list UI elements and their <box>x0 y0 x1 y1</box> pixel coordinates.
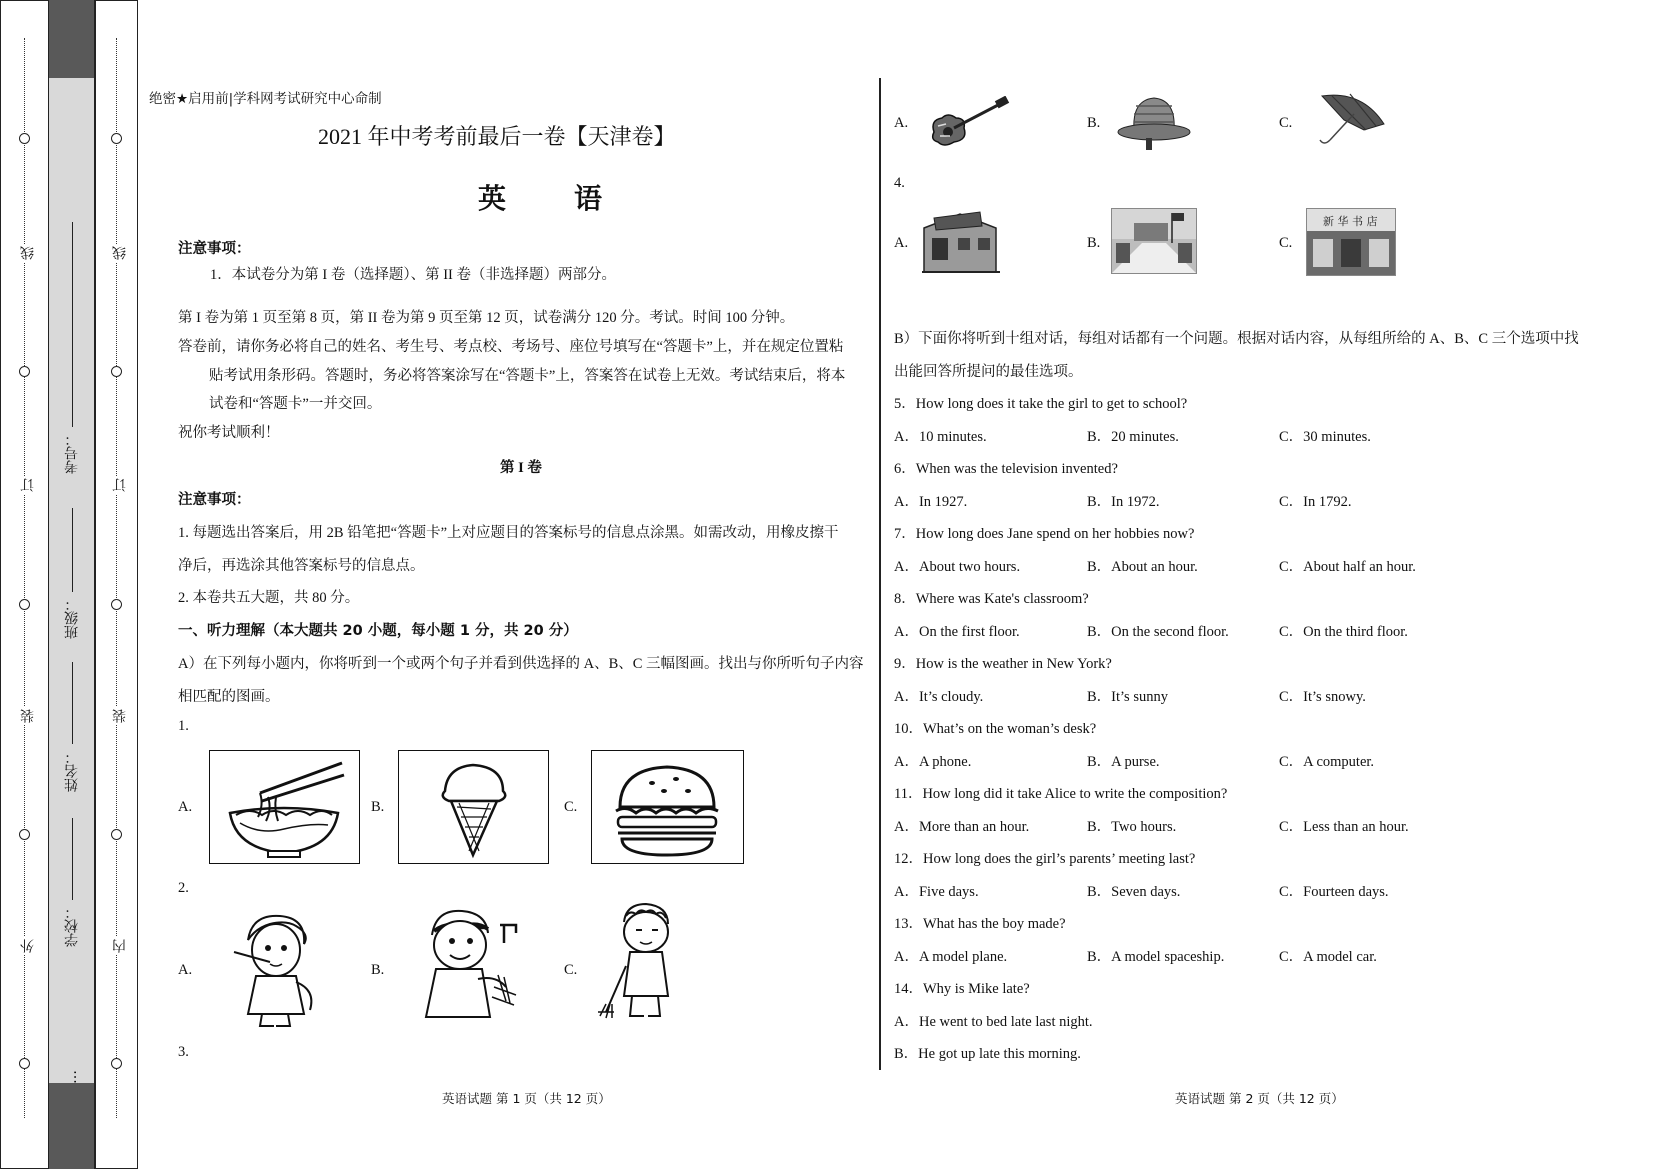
field-label-name: 姓名： <box>64 750 80 792</box>
option-label: C. <box>1279 235 1293 251</box>
hamburger-image[interactable] <box>591 750 744 864</box>
option-b[interactable]: B．A model spaceship. <box>1087 949 1225 965</box>
brushing-teeth-image[interactable] <box>226 910 324 1028</box>
binding-mark-order-outer: 订 <box>20 478 36 492</box>
page-divider <box>879 78 881 1070</box>
option-a[interactable]: A．More than an hour. <box>894 819 1030 835</box>
option-a[interactable]: A．In 1927. <box>894 494 968 510</box>
binding-dark-top <box>49 0 94 78</box>
subject-title: 英 语 <box>478 182 623 215</box>
option-c[interactable]: C．It’s snowy. <box>1279 689 1366 705</box>
section-a-line: 相匹配的图画。 <box>178 689 280 705</box>
exam-title: 2021 年中考考前最后一卷【天津卷】 <box>318 124 676 149</box>
field-line-class[interactable] <box>72 508 73 592</box>
umbrella-image[interactable] <box>1314 90 1388 152</box>
section-b-line: B）下面你将听到十组对话，每组对话都有一个问题。根据对话内容，从每组所给的 A、B、C 三个选项中找 <box>894 331 1579 347</box>
post-office-icon <box>920 208 1002 278</box>
option-label: C. <box>1279 115 1293 131</box>
field-ellipsis: … <box>64 1070 80 1084</box>
option-b[interactable]: B．In 1972. <box>1087 494 1160 510</box>
square-with-flag-icon <box>1112 209 1196 273</box>
binding-mark-bind-outer: 装 <box>20 709 36 723</box>
section-listening-heading: 一、听力理解（本大题共 20 小题，每小题 1 分，共 20 分） <box>178 623 578 639</box>
option-label: A. <box>894 235 909 251</box>
option-label: C. <box>564 799 578 815</box>
question-text: 13．What has the boy made? <box>894 916 1066 932</box>
boy-washing-hands-icon <box>418 905 522 1023</box>
question-text: 6．When was the television invented? <box>894 461 1118 477</box>
binding-mark-line-outer: 线 <box>20 246 36 260</box>
option-b[interactable]: B．About an hour. <box>1087 559 1198 575</box>
bookstore-image[interactable] <box>1306 208 1396 276</box>
question-text: 9．How is the weather in New York? <box>894 656 1112 672</box>
option-c[interactable]: C．Less than an hour. <box>1279 819 1409 835</box>
notice-heading: 注意事项： <box>178 241 251 257</box>
option-a[interactable]: A．He went to bed late last night. <box>894 1014 1093 1030</box>
part1-notice-line: 净后，再选涂其他答案标号的信息点。 <box>178 558 425 574</box>
question-text: 11．How long did it take Alice to write the composition? <box>894 786 1228 802</box>
field-label-class: 班级： <box>64 597 80 639</box>
option-b[interactable]: B．Two hours. <box>1087 819 1177 835</box>
binding-hole <box>111 829 122 840</box>
option-c[interactable]: C．A model car. <box>1279 949 1377 965</box>
part1-notice-heading: 注意事项： <box>178 492 251 508</box>
post-office-image[interactable] <box>920 208 1002 278</box>
confidential-line: 绝密★启用前|学科网考试研究中心命制 <box>149 91 382 107</box>
field-label-id: 考号： <box>64 432 80 474</box>
option-b[interactable]: B．A purse. <box>1087 754 1160 770</box>
hat-image[interactable] <box>1116 90 1192 154</box>
question-number: 3. <box>178 1044 189 1060</box>
binding-hole <box>19 1058 30 1069</box>
binding-mark-line-inner: 线 <box>112 246 128 260</box>
question-text: 10．What’s on the woman’s desk? <box>894 721 1097 737</box>
option-b[interactable]: B．On the second floor. <box>1087 624 1229 640</box>
part1-notice-line: 1. 每题选出答案后，用 2B 铅笔把“答题卡”上对应题目的答案标号的信息点涂黑。如需改动，用橡皮擦干 <box>178 525 839 541</box>
noodles-image[interactable] <box>209 750 360 864</box>
option-label: B. <box>1087 235 1101 251</box>
option-label: B. <box>371 962 385 978</box>
notice-line: 祝你考试顺利！ <box>178 425 280 441</box>
bookstore-icon <box>1307 209 1395 275</box>
binding-hole <box>111 366 122 377</box>
option-b[interactable]: B．Seven days. <box>1087 884 1181 900</box>
option-a[interactable]: A．Five days. <box>894 884 979 900</box>
part1-heading: 第 I 卷 <box>500 460 542 476</box>
option-a[interactable]: A．About two hours. <box>894 559 1021 575</box>
binding-hole <box>111 1058 122 1069</box>
option-b[interactable]: B．It’s sunny <box>1087 689 1168 705</box>
option-c[interactable]: C．On the third floor. <box>1279 624 1408 640</box>
option-label: C. <box>564 962 578 978</box>
binding-mark-outside: 外 <box>20 939 36 953</box>
guitar-image[interactable] <box>928 96 1010 150</box>
ice-cream-cone-icon <box>399 751 548 863</box>
binding-dark-bottom <box>49 1083 94 1169</box>
option-label: A. <box>178 962 193 978</box>
boy-brushing-teeth-icon <box>226 910 324 1028</box>
binding-hole <box>19 366 30 377</box>
cut-line-outer <box>24 38 25 1118</box>
field-line-school[interactable] <box>72 818 73 900</box>
boy-sweeping-icon <box>596 900 688 1022</box>
option-c[interactable]: C．30 minutes. <box>1279 429 1371 445</box>
option-c[interactable]: C．Fourteen days. <box>1279 884 1389 900</box>
part1-notice-line: 2. 本卷共五大题，共 80 分。 <box>178 590 360 606</box>
umbrella-icon <box>1314 90 1388 152</box>
option-a[interactable]: A．It’s cloudy. <box>894 689 984 705</box>
option-a[interactable]: A．On the first floor. <box>894 624 1020 640</box>
binding-hole <box>19 133 30 144</box>
option-b[interactable]: B．He got up late this morning. <box>894 1046 1081 1062</box>
field-line-name[interactable] <box>72 662 73 744</box>
washing-hands-image[interactable] <box>418 905 522 1023</box>
hamburger-icon <box>592 751 743 863</box>
notice-line: 试卷和“答题卡”一并交回。 <box>209 396 382 412</box>
option-a[interactable]: A．A model plane. <box>894 949 1008 965</box>
ice-cream-image[interactable] <box>398 750 549 864</box>
notice-line: 第 I 卷为第 1 页至第 8 页，第 II 卷为第 9 页至第 12 页，试卷满分 120 分。考试。时间 100 分钟。 <box>178 310 795 326</box>
question-text: 7．How long does Jane spend on her hobbies now? <box>894 526 1195 542</box>
question-number: 4. <box>894 175 905 191</box>
binding-hole <box>19 599 30 610</box>
hat-icon <box>1116 90 1192 154</box>
page-footer-left: 英语试题 第 1 页（共 12 页） <box>442 1091 611 1106</box>
page-footer-right: 英语试题 第 2 页（共 12 页） <box>1175 1091 1344 1106</box>
option-a[interactable]: A．A phone. <box>894 754 972 770</box>
option-c[interactable]: C．In 1792. <box>1279 494 1352 510</box>
option-label: A. <box>894 115 909 131</box>
question-number: 2. <box>178 880 189 896</box>
notice-line: 1．本试卷分为第 I 卷（选择题）、第 II 卷（非选择题）两部分。 <box>210 267 616 283</box>
binding-hole <box>19 829 30 840</box>
binding-hole <box>111 133 122 144</box>
question-text: 12．How long does the girl’s parents’ meeting last? <box>894 851 1196 867</box>
notice-line: 贴考试用条形码。答题时，务必将答案涂写在“答题卡”上，答案答在试卷上无效。考试结束后，将本 <box>209 368 846 384</box>
noodles-bowl-icon <box>210 751 359 863</box>
question-text: 5．How long does it take the girl to get to school? <box>894 396 1188 412</box>
binding-mark-inside: 内 <box>112 939 128 953</box>
question-text: 14．Why is Mike late? <box>894 981 1030 997</box>
cut-line-inner <box>116 38 117 1118</box>
option-label: B. <box>1087 115 1101 131</box>
section-a-line: A）在下列每小题内，你将听到一个或两个句子并看到供选择的 A、B、C 三幅图画。找出与你所听句子内容 <box>178 656 864 672</box>
option-c[interactable]: C．About half an hour. <box>1279 559 1416 575</box>
binding-mark-order-inner: 订 <box>112 478 128 492</box>
notice-line: 答卷前，请你务必将自己的姓名、考生号、考点校、考场号、座位号填写在“答题卡”上，并在规定位置粘 <box>178 339 844 355</box>
binding-hole <box>111 599 122 610</box>
square-image[interactable] <box>1111 208 1197 274</box>
option-label: A. <box>178 799 193 815</box>
option-label: B. <box>371 799 385 815</box>
sweeping-image[interactable] <box>596 900 688 1022</box>
section-b-line: 出能回答所提问的最佳选项。 <box>894 364 1083 380</box>
field-label-school: 学校： <box>64 905 80 947</box>
option-b[interactable]: B．20 minutes. <box>1087 429 1179 445</box>
svg-text:新 华 书 店: 新 华 书 店 <box>1323 215 1378 228</box>
option-a[interactable]: A．10 minutes. <box>894 429 987 445</box>
guitar-icon <box>928 96 1010 150</box>
question-text: 8．Where was Kate's classroom? <box>894 591 1089 607</box>
binding-line-right <box>94 0 96 1169</box>
binding-mark-bind-inner: 装 <box>112 709 128 723</box>
option-c[interactable]: C．A computer. <box>1279 754 1375 770</box>
question-number: 1. <box>178 718 189 734</box>
field-line-id[interactable] <box>72 222 73 427</box>
